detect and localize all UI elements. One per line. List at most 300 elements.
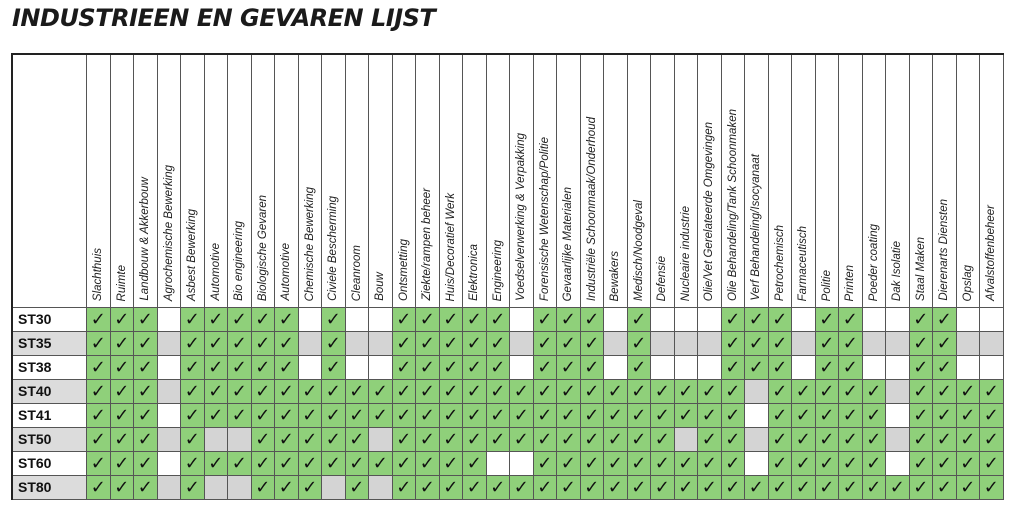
- checkmark-icon: ✓: [255, 381, 271, 401]
- industry-hazard-table: [11, 53, 1004, 500]
- check-cell: [111, 332, 135, 356]
- checkmark-icon: ✓: [819, 453, 835, 473]
- checkmark-icon: ✓: [184, 405, 200, 425]
- empty-cell: [792, 332, 816, 356]
- empty-cell: [346, 356, 370, 380]
- checkmark-icon: ✓: [208, 405, 224, 425]
- check-cell: [205, 308, 229, 332]
- empty-cell: [792, 356, 816, 380]
- check-cell: [769, 356, 793, 380]
- empty-cell: [675, 308, 699, 332]
- column-header-label: Bewakers: [609, 250, 622, 301]
- checkmark-icon: ✓: [513, 477, 529, 497]
- checkmark-icon: ✓: [184, 357, 200, 377]
- check-cell: [863, 452, 887, 476]
- row-label: ST40: [13, 380, 87, 404]
- check-cell: [181, 452, 205, 476]
- checkmark-icon: ✓: [725, 477, 741, 497]
- checkmark-icon: ✓: [631, 477, 647, 497]
- empty-cell: [886, 332, 910, 356]
- checkmark-icon: ✓: [772, 309, 788, 329]
- checkmark-icon: ✓: [725, 453, 741, 473]
- check-cell: [181, 380, 205, 404]
- check-cell: [980, 380, 1004, 404]
- checkmark-icon: ✓: [560, 333, 576, 353]
- check-cell: [839, 476, 863, 500]
- checkmark-icon: ✓: [90, 381, 106, 401]
- checkmark-icon: ✓: [725, 381, 741, 401]
- column-header: [816, 55, 840, 308]
- empty-cell: [980, 356, 1004, 380]
- column-header: [698, 55, 722, 308]
- check-cell: [299, 476, 323, 500]
- column-header-label: Biologische Gevaren: [256, 194, 269, 301]
- column-header: [628, 55, 652, 308]
- checkmark-icon: ✓: [278, 309, 294, 329]
- empty-cell: [158, 380, 182, 404]
- column-header-label: Ziekte/rampen beheer: [421, 188, 434, 301]
- column-header-label: Industriële Schoonmaak/Onderhoud: [585, 116, 598, 301]
- checkmark-icon: ✓: [137, 405, 153, 425]
- checkmark-icon: ✓: [372, 405, 388, 425]
- checkmark-icon: ✓: [396, 381, 412, 401]
- check-cell: [87, 308, 111, 332]
- checkmark-icon: ✓: [325, 405, 341, 425]
- check-cell: [792, 452, 816, 476]
- row-label: ST41: [13, 404, 87, 428]
- empty-cell: [886, 428, 910, 452]
- checkmark-icon: ✓: [137, 309, 153, 329]
- checkmark-icon: ✓: [842, 453, 858, 473]
- check-cell: [440, 428, 464, 452]
- checkmark-icon: ✓: [90, 429, 106, 449]
- column-header-label: Asbest Bewerking: [186, 208, 199, 301]
- check-cell: [393, 476, 417, 500]
- check-cell: [628, 404, 652, 428]
- column-header: [980, 55, 1004, 308]
- check-cell: [675, 476, 699, 500]
- checkmark-icon: ✓: [913, 333, 929, 353]
- row-label: ST80: [13, 476, 87, 500]
- empty-cell: [510, 332, 534, 356]
- check-cell: [322, 308, 346, 332]
- column-header-label: Ontsmetting: [397, 239, 410, 301]
- check-cell: [181, 332, 205, 356]
- empty-cell: [863, 308, 887, 332]
- check-cell: [275, 356, 299, 380]
- check-cell: [322, 452, 346, 476]
- column-header-label: Automotive: [209, 243, 222, 301]
- checkmark-icon: ✓: [349, 477, 365, 497]
- checkmark-icon: ✓: [231, 453, 247, 473]
- checkmark-icon: ✓: [701, 429, 717, 449]
- empty-cell: [158, 332, 182, 356]
- check-cell: [275, 428, 299, 452]
- checkmark-icon: ✓: [443, 405, 459, 425]
- checkmark-icon: ✓: [584, 429, 600, 449]
- check-cell: [863, 428, 887, 452]
- check-cell: [651, 428, 675, 452]
- row-label: ST38: [13, 356, 87, 380]
- checkmark-icon: ✓: [725, 405, 741, 425]
- check-cell: [745, 476, 769, 500]
- checkmark-icon: ✓: [607, 453, 623, 473]
- column-header: [299, 55, 323, 308]
- checkmark-icon: ✓: [607, 405, 623, 425]
- checkmark-icon: ✓: [90, 333, 106, 353]
- check-cell: [87, 476, 111, 500]
- check-cell: [111, 380, 135, 404]
- checkmark-icon: ✓: [443, 357, 459, 377]
- check-cell: [463, 356, 487, 380]
- check-cell: [933, 404, 957, 428]
- column-header: [205, 55, 229, 308]
- page-title: INDUSTRIEEN EN GEVAREN LIJST: [12, 4, 436, 32]
- checkmark-icon: ✓: [960, 405, 976, 425]
- check-cell: [651, 476, 675, 500]
- checkmark-icon: ✓: [537, 309, 553, 329]
- check-cell: [252, 428, 276, 452]
- checkmark-icon: ✓: [913, 453, 929, 473]
- checkmark-icon: ✓: [184, 453, 200, 473]
- checkmark-icon: ✓: [584, 477, 600, 497]
- check-cell: [769, 308, 793, 332]
- checkmark-icon: ✓: [443, 453, 459, 473]
- check-cell: [440, 332, 464, 356]
- checkmark-icon: ✓: [701, 405, 717, 425]
- check-cell: [275, 380, 299, 404]
- checkmark-icon: ✓: [184, 429, 200, 449]
- empty-cell: [745, 452, 769, 476]
- checkmark-icon: ✓: [278, 477, 294, 497]
- check-cell: [581, 332, 605, 356]
- checkmark-icon: ✓: [654, 429, 670, 449]
- check-cell: [322, 380, 346, 404]
- check-cell: [839, 380, 863, 404]
- checkmark-icon: ✓: [560, 405, 576, 425]
- check-cell: [722, 428, 746, 452]
- check-cell: [910, 332, 934, 356]
- checkmark-icon: ✓: [842, 309, 858, 329]
- check-cell: [322, 332, 346, 356]
- checkmark-icon: ✓: [819, 357, 835, 377]
- check-cell: [275, 452, 299, 476]
- checkmark-icon: ✓: [983, 381, 999, 401]
- checkmark-icon: ✓: [819, 309, 835, 329]
- check-cell: [487, 380, 511, 404]
- checkmark-icon: ✓: [114, 357, 130, 377]
- check-cell: [957, 404, 981, 428]
- check-cell: [299, 428, 323, 452]
- check-cell: [604, 380, 628, 404]
- checkmark-icon: ✓: [866, 477, 882, 497]
- column-header: [957, 55, 981, 308]
- check-cell: [416, 452, 440, 476]
- check-cell: [322, 428, 346, 452]
- empty-cell: [980, 308, 1004, 332]
- checkmark-icon: ✓: [513, 429, 529, 449]
- checkmark-icon: ✓: [443, 429, 459, 449]
- check-cell: [440, 476, 464, 500]
- column-header-label: Verf Behandeling/Isocyanaat: [750, 154, 763, 301]
- checkmark-icon: ✓: [748, 333, 764, 353]
- empty-cell: [886, 308, 910, 332]
- check-cell: [980, 404, 1004, 428]
- check-cell: [252, 308, 276, 332]
- check-cell: [275, 308, 299, 332]
- check-cell: [769, 380, 793, 404]
- column-header: [839, 55, 863, 308]
- check-cell: [393, 356, 417, 380]
- check-cell: [534, 332, 558, 356]
- checkmark-icon: ✓: [255, 477, 271, 497]
- checkmark-icon: ✓: [90, 405, 106, 425]
- checkmark-icon: ✓: [678, 477, 694, 497]
- empty-cell: [369, 356, 393, 380]
- check-cell: [87, 452, 111, 476]
- empty-cell: [346, 332, 370, 356]
- checkmark-icon: ✓: [748, 357, 764, 377]
- checkmark-icon: ✓: [231, 381, 247, 401]
- check-cell: [769, 404, 793, 428]
- check-cell: [252, 452, 276, 476]
- check-cell: [369, 404, 393, 428]
- checkmark-icon: ✓: [466, 357, 482, 377]
- checkmark-icon: ✓: [184, 309, 200, 329]
- check-cell: [816, 308, 840, 332]
- checkmark-icon: ✓: [114, 309, 130, 329]
- column-header: [416, 55, 440, 308]
- checkmark-icon: ✓: [584, 381, 600, 401]
- check-cell: [463, 332, 487, 356]
- checkmark-icon: ✓: [302, 477, 318, 497]
- checkmark-icon: ✓: [772, 405, 788, 425]
- checkmark-icon: ✓: [748, 477, 764, 497]
- checkmark-icon: ✓: [913, 309, 929, 329]
- checkmark-icon: ✓: [443, 477, 459, 497]
- check-cell: [487, 404, 511, 428]
- check-cell: [205, 380, 229, 404]
- check-cell: [792, 476, 816, 500]
- checkmark-icon: ✓: [842, 333, 858, 353]
- checkmark-icon: ✓: [278, 381, 294, 401]
- checkmark-icon: ✓: [349, 429, 365, 449]
- empty-cell: [651, 308, 675, 332]
- checkmark-icon: ✓: [795, 429, 811, 449]
- check-cell: [205, 332, 229, 356]
- column-header-label: Politie: [820, 269, 833, 301]
- checkmark-icon: ✓: [678, 453, 694, 473]
- checkmark-icon: ✓: [560, 477, 576, 497]
- check-cell: [87, 356, 111, 380]
- empty-cell: [957, 308, 981, 332]
- empty-cell: [158, 452, 182, 476]
- check-cell: [816, 380, 840, 404]
- column-header: [510, 55, 534, 308]
- checkmark-icon: ✓: [396, 429, 412, 449]
- checkmark-icon: ✓: [137, 357, 153, 377]
- check-cell: [228, 452, 252, 476]
- checkmark-icon: ✓: [936, 477, 952, 497]
- empty-cell: [886, 404, 910, 428]
- check-cell: [346, 404, 370, 428]
- empty-cell: [158, 428, 182, 452]
- checkmark-icon: ✓: [725, 333, 741, 353]
- checkmark-icon: ✓: [396, 405, 412, 425]
- check-cell: [299, 380, 323, 404]
- check-cell: [816, 476, 840, 500]
- column-header: [463, 55, 487, 308]
- checkmark-icon: ✓: [725, 429, 741, 449]
- empty-cell: [369, 428, 393, 452]
- check-cell: [275, 476, 299, 500]
- checkmark-icon: ✓: [537, 357, 553, 377]
- checkmark-icon: ✓: [560, 429, 576, 449]
- column-header: [933, 55, 957, 308]
- check-cell: [628, 452, 652, 476]
- empty-cell: [158, 308, 182, 332]
- check-cell: [463, 308, 487, 332]
- checkmark-icon: ✓: [866, 453, 882, 473]
- check-cell: [675, 380, 699, 404]
- checkmark-icon: ✓: [513, 381, 529, 401]
- checkmark-icon: ✓: [396, 477, 412, 497]
- checkmark-icon: ✓: [913, 429, 929, 449]
- check-cell: [792, 380, 816, 404]
- empty-cell: [675, 356, 699, 380]
- check-cell: [628, 332, 652, 356]
- check-cell: [228, 356, 252, 380]
- checkmark-icon: ✓: [137, 477, 153, 497]
- check-cell: [581, 452, 605, 476]
- check-cell: [87, 332, 111, 356]
- empty-cell: [675, 428, 699, 452]
- checkmark-icon: ✓: [913, 477, 929, 497]
- check-cell: [87, 380, 111, 404]
- check-cell: [581, 428, 605, 452]
- check-cell: [957, 452, 981, 476]
- check-cell: [651, 452, 675, 476]
- checkmark-icon: ✓: [396, 453, 412, 473]
- empty-cell: [510, 308, 534, 332]
- check-cell: [557, 332, 581, 356]
- checkmark-icon: ✓: [795, 405, 811, 425]
- check-cell: [252, 476, 276, 500]
- column-header-label: Farmaceutisch: [797, 225, 810, 301]
- checkmark-icon: ✓: [137, 453, 153, 473]
- check-cell: [463, 380, 487, 404]
- check-cell: [722, 452, 746, 476]
- checkmark-icon: ✓: [114, 453, 130, 473]
- check-cell: [604, 476, 628, 500]
- checkmark-icon: ✓: [90, 453, 106, 473]
- checkmark-icon: ✓: [466, 381, 482, 401]
- check-cell: [534, 428, 558, 452]
- column-header-label: Medisch/Noodgeval: [632, 199, 645, 301]
- check-cell: [393, 428, 417, 452]
- column-header: [252, 55, 276, 308]
- check-cell: [393, 404, 417, 428]
- check-cell: [346, 428, 370, 452]
- checkmark-icon: ✓: [419, 309, 435, 329]
- checkmark-icon: ✓: [537, 477, 553, 497]
- column-header: [275, 55, 299, 308]
- check-cell: [181, 356, 205, 380]
- check-cell: [440, 308, 464, 332]
- empty-cell: [510, 452, 534, 476]
- checkmark-icon: ✓: [114, 477, 130, 497]
- check-cell: [863, 380, 887, 404]
- checkmark-icon: ✓: [772, 429, 788, 449]
- check-cell: [228, 380, 252, 404]
- column-header: [651, 55, 675, 308]
- checkmark-icon: ✓: [278, 453, 294, 473]
- empty-cell: [158, 356, 182, 380]
- empty-cell: [886, 380, 910, 404]
- column-header: [369, 55, 393, 308]
- row-label: ST50: [13, 428, 87, 452]
- check-cell: [651, 380, 675, 404]
- checkmark-icon: ✓: [654, 381, 670, 401]
- check-cell: [816, 452, 840, 476]
- check-cell: [863, 404, 887, 428]
- check-cell: [534, 404, 558, 428]
- check-cell: [346, 476, 370, 500]
- check-cell: [299, 404, 323, 428]
- check-cell: [369, 380, 393, 404]
- checkmark-icon: ✓: [866, 429, 882, 449]
- check-cell: [205, 356, 229, 380]
- check-cell: [111, 476, 135, 500]
- check-cell: [581, 308, 605, 332]
- checkmark-icon: ✓: [936, 381, 952, 401]
- check-cell: [839, 308, 863, 332]
- check-cell: [440, 452, 464, 476]
- checkmark-icon: ✓: [584, 333, 600, 353]
- checkmark-icon: ✓: [607, 429, 623, 449]
- check-cell: [416, 308, 440, 332]
- check-cell: [698, 428, 722, 452]
- checkmark-icon: ✓: [255, 357, 271, 377]
- check-cell: [933, 452, 957, 476]
- checkmark-icon: ✓: [255, 309, 271, 329]
- check-cell: [581, 476, 605, 500]
- column-header-label: Gevaarlijke Materialen: [562, 186, 575, 301]
- check-cell: [698, 476, 722, 500]
- column-header: [440, 55, 464, 308]
- checkmark-icon: ✓: [255, 453, 271, 473]
- checkmark-icon: ✓: [936, 453, 952, 473]
- check-cell: [228, 404, 252, 428]
- row-label: ST60: [13, 452, 87, 476]
- check-cell: [440, 356, 464, 380]
- checkmark-icon: ✓: [208, 381, 224, 401]
- checkmark-icon: ✓: [795, 477, 811, 497]
- check-cell: [980, 452, 1004, 476]
- check-cell: [839, 452, 863, 476]
- column-header-label: Chemische Bewerking: [303, 186, 316, 301]
- check-cell: [839, 332, 863, 356]
- checkmark-icon: ✓: [208, 309, 224, 329]
- empty-cell: [205, 428, 229, 452]
- check-cell: [510, 380, 534, 404]
- checkmark-icon: ✓: [936, 309, 952, 329]
- column-header-label: Petrochemisch: [773, 224, 786, 301]
- checkmark-icon: ✓: [231, 309, 247, 329]
- check-cell: [228, 332, 252, 356]
- checkmark-icon: ✓: [466, 477, 482, 497]
- check-cell: [769, 452, 793, 476]
